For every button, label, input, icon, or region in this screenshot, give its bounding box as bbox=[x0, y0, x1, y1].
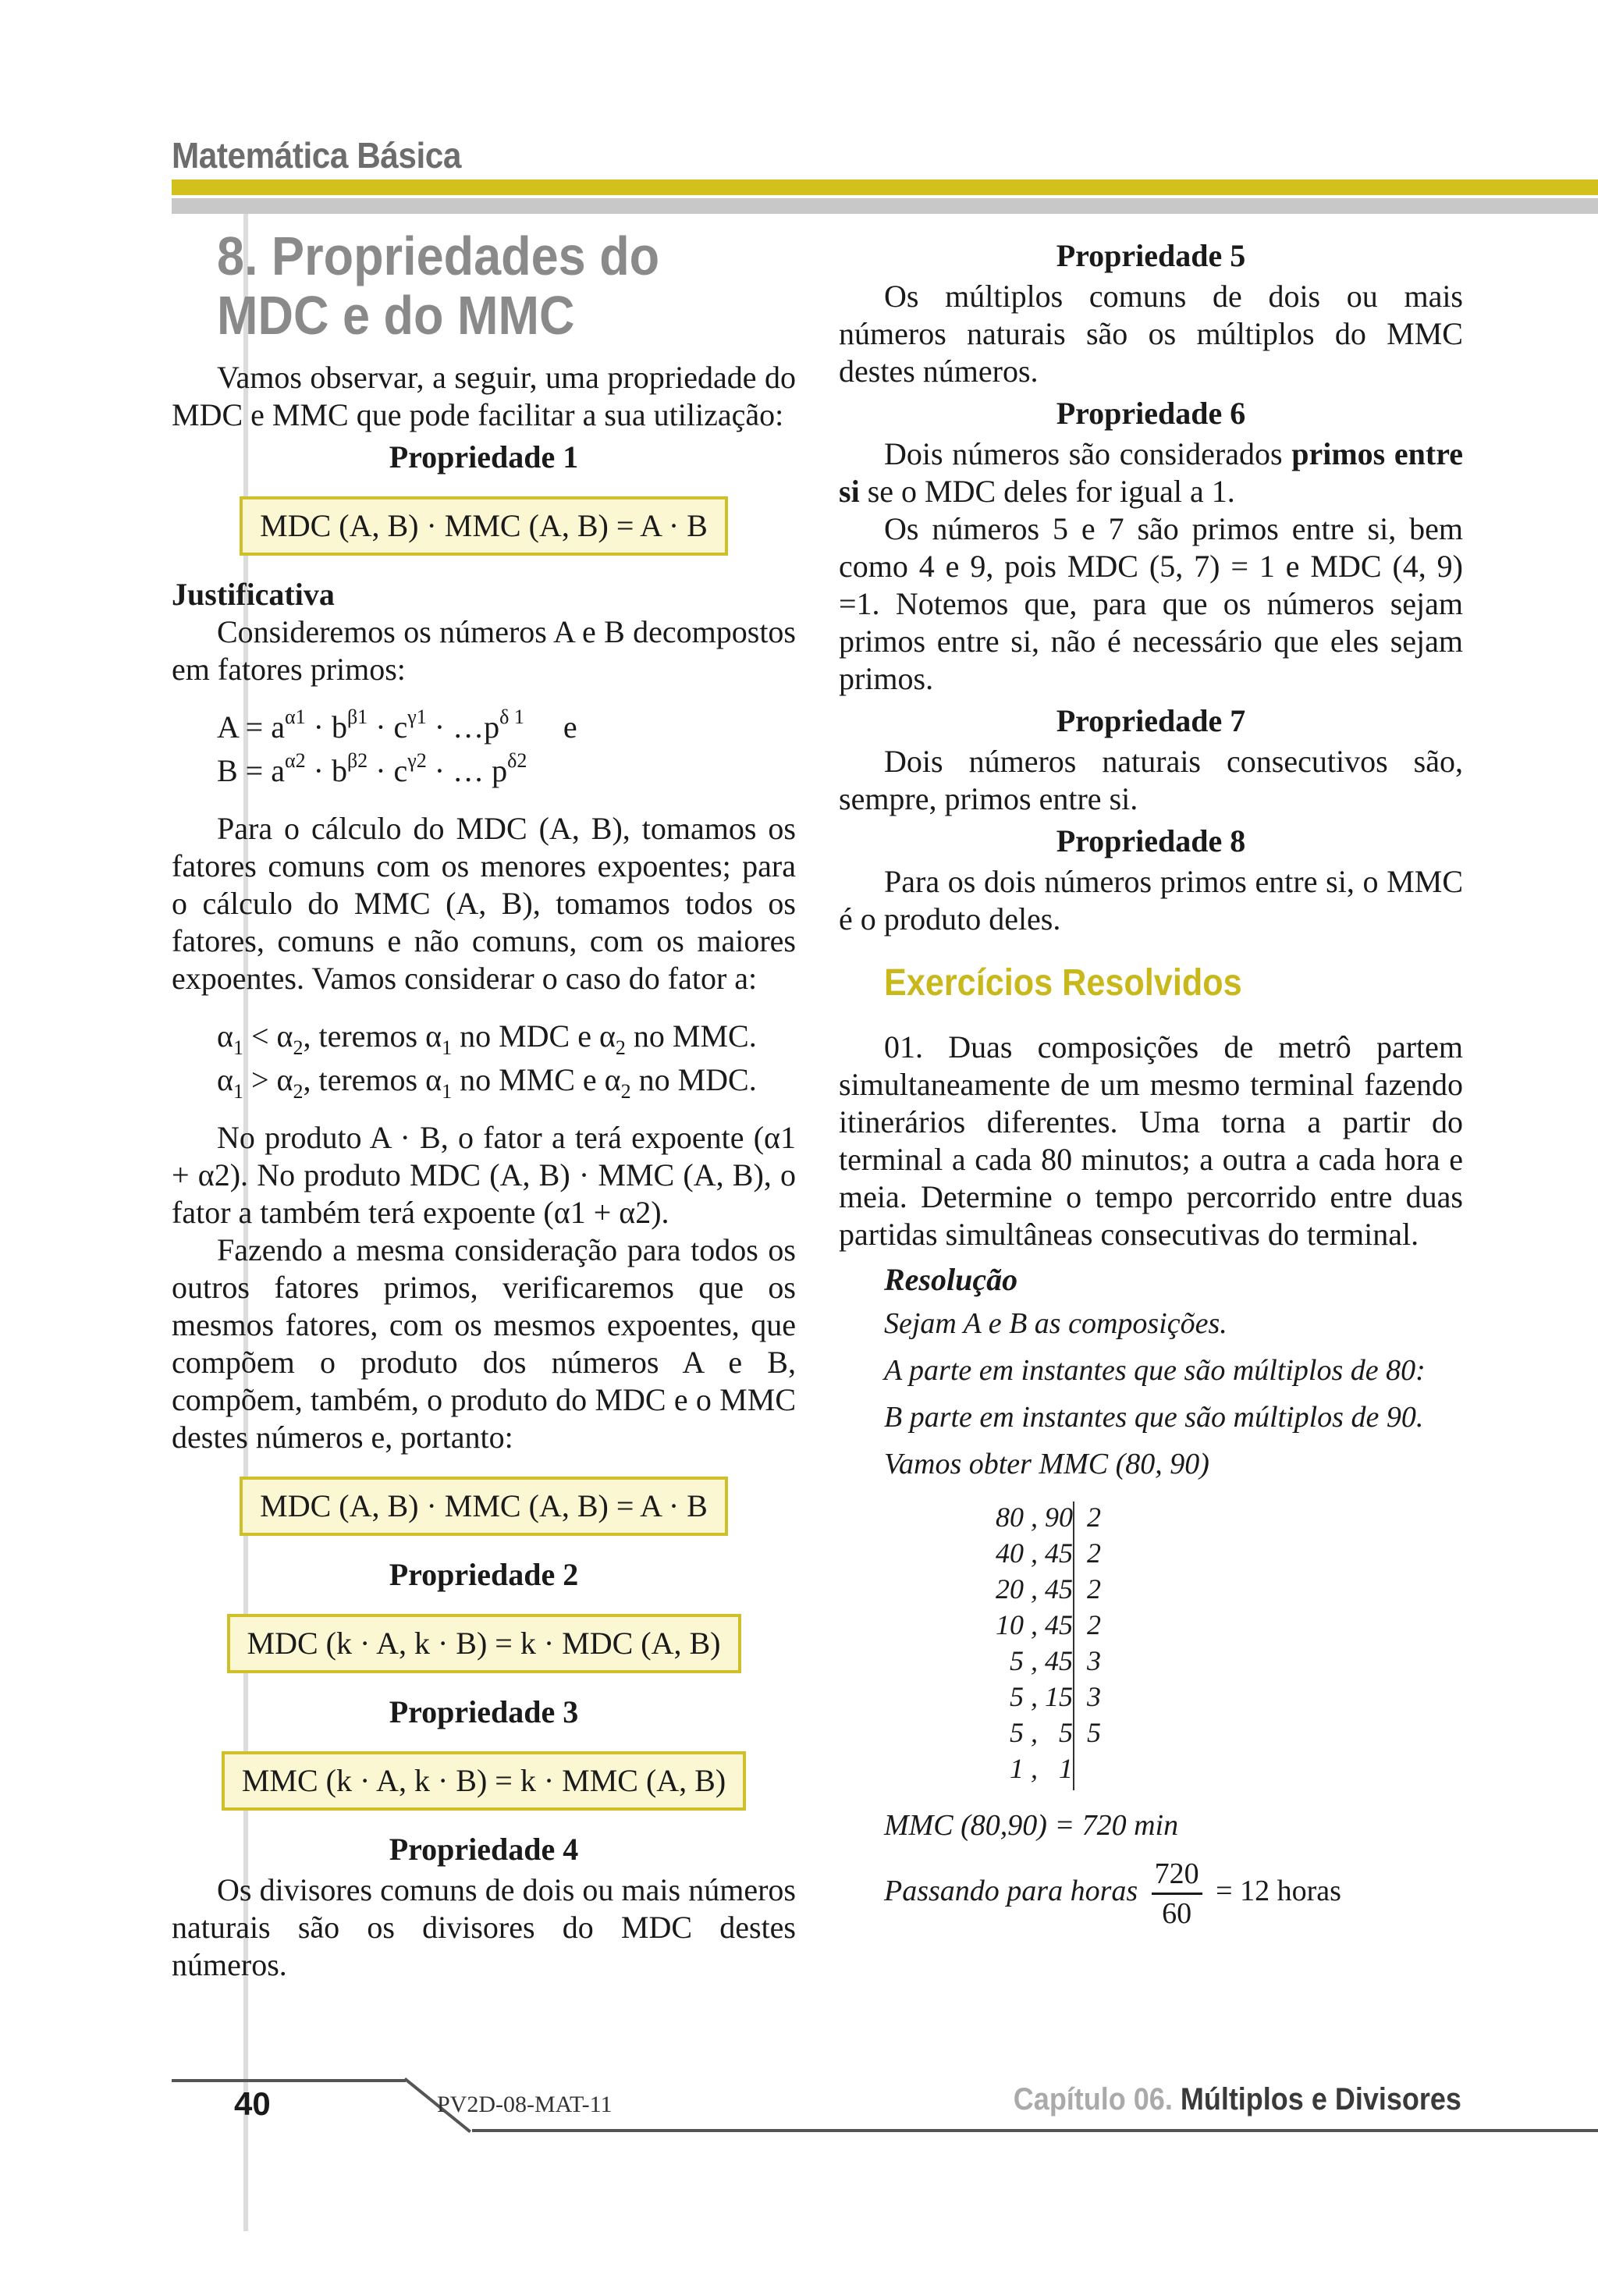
factorization-table bbox=[839, 1498, 1463, 1807]
property-7-title: Propriedade 7 bbox=[1056, 703, 1246, 738]
resolution-title: Resolução bbox=[884, 1262, 1018, 1297]
comparison-greater: $\alpha_1 > \alpha_2$, teremos $\alpha_1$ no MMC e $\alpha_2$ no MDC. bbox=[217, 1062, 757, 1103]
left-column bbox=[172, 226, 796, 1984]
header-yellow-bar bbox=[172, 179, 1598, 195]
footer-rule-left bbox=[172, 2079, 406, 2082]
product-paragraph: No produto A · B, o fator a terá expoente (α1 + α2). No produto MDC (A, B) · MMC (A, B), o fator a também terá expoente (α1 + α2). bbox=[172, 1120, 796, 1230]
resolution-line: Sejam A e B as composições. bbox=[884, 1307, 1227, 1340]
table-row: 1 , 1 bbox=[1010, 1753, 1073, 1784]
justification-title: Justificativa bbox=[172, 577, 335, 612]
formula-box-conclusion: MDC (A, B) · MMC (A, B) = A · B bbox=[240, 1477, 728, 1536]
property-6-title: Propriedade 6 bbox=[1056, 396, 1246, 431]
table-row: 5 , 5 5 bbox=[1010, 1717, 1101, 1748]
property-5-title: Propriedade 5 bbox=[1056, 238, 1246, 273]
table-row: 5 , 15 3 bbox=[1010, 1681, 1101, 1712]
property-4-title: Propriedade 4 bbox=[389, 1832, 579, 1867]
property-5-text: Os múltiplos comuns de dois ou mais números naturais são os múltiplos do MMC destes números. bbox=[839, 279, 1463, 389]
footer-rule-right bbox=[472, 2129, 1598, 2132]
property-6-example: Os números 5 e 7 são primos entre si, bem como 4 e 9, pois MDC (5, 7) = 1 e MDC (4, 9) =1. Notemos que, para que os números sejam primos entre si, não é necessário que eles sejam primos. bbox=[839, 511, 1463, 696]
property-1-title: Propriedade 1 bbox=[389, 439, 579, 474]
property-6-text: Dois números são considerados primos entre si se o MDC deles for igual a 1. bbox=[839, 436, 1464, 509]
property-2-title: Propriedade 2 bbox=[389, 1557, 579, 1592]
equation-b: $B = a^{\alpha 2} \cdot b^{\beta 2} \cdot c^{\gamma 2}$ · … $p^{\delta 2}$ bbox=[217, 749, 527, 788]
formula-box-property-3: MMC (k · A, k · B) = k · MMC (A, B) bbox=[222, 1751, 746, 1811]
property-4-text: Os divisores comuns de dois ou mais números naturais são os divisores do MDC destes números. bbox=[172, 1872, 796, 1982]
resolution-line: Vamos obter MMC (80, 90) bbox=[884, 1448, 1209, 1480]
property-7-text: Dois números naturais consecutivos são, sempre, primos entre si. bbox=[839, 744, 1463, 816]
property-3-title: Propriedade 3 bbox=[389, 1694, 579, 1729]
intro-paragraph: Vamos observar, a seguir, uma propriedade do MDC e MMC que pode facilitar a sua utilização: bbox=[172, 360, 796, 432]
table-row: 20 , 45 2 bbox=[996, 1573, 1101, 1605]
mmc-result: MMC (80,90) = 720 min bbox=[884, 1809, 1179, 1842]
chapter-label: Capítulo 06. Múltiplos e Divisores bbox=[1013, 2082, 1461, 2117]
resolution-line: A parte em instantes que são múltiplos de 80: bbox=[884, 1354, 1426, 1387]
comparison-less: $\alpha_1 < \alpha_2$, teremos $\alpha_1$ no MDC e $\alpha_2$ no MMC. bbox=[217, 1018, 757, 1059]
table-row: 40 , 45 2 bbox=[996, 1537, 1101, 1569]
exercises-title: Exercícios Resolvidos bbox=[884, 962, 1242, 1004]
formula-box-property-2: MDC (k · A, k · B) = k · MDC (A, B) bbox=[227, 1614, 741, 1673]
justification-text: Consideremos os números A e B decompostos em fatores primos: bbox=[172, 614, 796, 687]
property-8-text: Para os dois números primos entre si, o MMC é o produto deles. bbox=[839, 864, 1463, 937]
calculation-paragraph: Para o cálculo do MDC (A, B), tomamos os fatores comuns com os menores expoentes; para o cálculo do MMC (A, B), tomamos todos os fatores, comuns e não comuns, com os maiores expoentes. Vamos considerar o caso do fator a: bbox=[172, 811, 796, 996]
table-row: 5 , 45 3 bbox=[1010, 1645, 1101, 1676]
property-8-title: Propriedade 8 bbox=[1056, 823, 1246, 858]
fraction: $\frac{720}{60}$ bbox=[1152, 1855, 1202, 1932]
page-number: 40 bbox=[234, 2085, 271, 2122]
right-column bbox=[839, 233, 1463, 1942]
section-title: 8. Propriedades do MDC e do MMC bbox=[217, 226, 660, 346]
document-code: PV2D-08-MAT-11 bbox=[437, 2092, 613, 2117]
conclusion-paragraph: Fazendo a mesma consideração para todos os outros fatores primos, verificaremos que os mesmos fatores, com os mesmos expoentes, que compõem o produto dos números A e B, compõem, também, o produto do MDC e o MMC destes números e, portanto: bbox=[172, 1232, 796, 1455]
resolution-line: B parte em instantes que são múltiplos de 90. bbox=[884, 1401, 1424, 1434]
formula-box-property-1: MDC (A, B) · MMC (A, B) = A · B bbox=[240, 496, 728, 556]
running-header: Matemática Básica bbox=[172, 135, 461, 176]
equation-a: $A = a^{\alpha 1} \cdot b^{\beta 1} \cdot c^{\gamma 1}$ · $\dots p^{\delta 1}$ e bbox=[217, 706, 577, 745]
exercise-01: 01. Duas composições de metrô partem simultaneamente de um mesmo terminal fazendo itinerários diferentes. Uma torna a partir do terminal a cada 80 minutos; a outra a cada hora e meia. Determine o tempo percorrido entre duas partidas simultâneas consecutivas do terminal. bbox=[839, 1029, 1463, 1252]
table-row: 80 , 90 2 bbox=[996, 1502, 1101, 1533]
header-gray-bar bbox=[172, 198, 1598, 214]
table-row: 10 , 45 2 bbox=[996, 1609, 1101, 1640]
hours-conversion: Passando para horas $\frac{720}{60}$ = 12 horas bbox=[884, 1855, 1463, 1932]
